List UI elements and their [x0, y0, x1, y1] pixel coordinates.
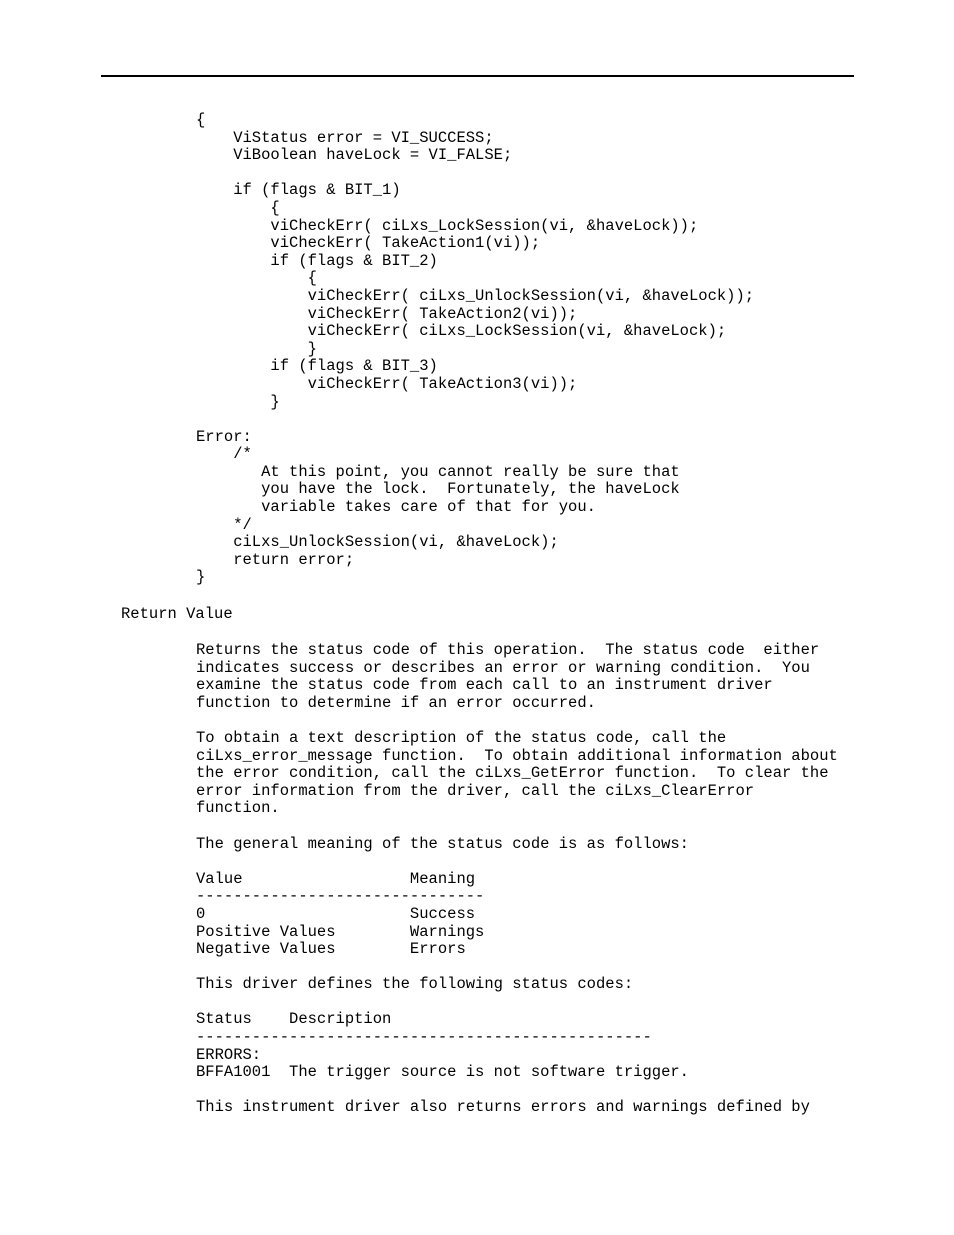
text-line: Negative Values Errors [196, 940, 466, 959]
text-line: ciLxs_UnlockSession(vi, &haveLock); [196, 533, 559, 552]
text-line: */ [196, 515, 252, 534]
text-line: if (flags & BIT_2) [196, 251, 438, 270]
text-line: function. [196, 799, 280, 818]
text-line: indicates success or describes an error or warning condition. You [196, 658, 810, 677]
text-line: { [196, 198, 280, 217]
text-line: function to determine if an error occurred. [196, 693, 596, 712]
text-line: ------------------------------------------------- [196, 1028, 652, 1047]
text-line: viCheckErr( ciLxs_UnlockSession(vi, &haveLock)); [196, 286, 755, 305]
text-line: At this point, you cannot really be sure that [196, 462, 680, 481]
text-line: } [196, 568, 206, 587]
text-line: viCheckErr( TakeAction1(vi)); [196, 234, 541, 253]
text-line: return error; [196, 550, 355, 569]
text-line: To obtain a text description of the status code, call the [196, 728, 727, 747]
text-line: viCheckErr( ciLxs_LockSession(vi, &haveLock)); [196, 216, 699, 235]
text-line: variable takes care of that for you. [196, 498, 596, 517]
text-line: This instrument driver also returns errors and warnings defined by [196, 1098, 810, 1117]
text-line: The general meaning of the status code is as follows: [196, 834, 689, 853]
text-line: ------------------------------- [196, 887, 485, 906]
text-line: ViStatus error = VI_SUCCESS; [196, 128, 494, 147]
text-line: Returns the status code of this operation. The status code either [196, 641, 820, 659]
text-line: the error condition, call the ciLxs_GetError function. To clear the [196, 764, 829, 783]
text-line: This driver defines the following status codes: [196, 975, 634, 994]
text-line: you have the lock. Fortunately, the haveLock [196, 480, 680, 499]
text-line: { [196, 269, 317, 288]
text-line: /* [196, 445, 252, 464]
text-line: error information from the driver, call the ciLxs_ClearError [196, 781, 755, 800]
text-line: } [196, 392, 280, 411]
text-line: viCheckErr( TakeAction2(vi)); [196, 304, 578, 323]
text-line: viCheckErr( TakeAction3(vi)); [196, 374, 578, 393]
code-example [196, 112, 754, 587]
text-line: } [196, 339, 317, 358]
text-line: 0 Success [196, 904, 476, 923]
text-line: if (flags & BIT_3) [196, 357, 438, 376]
text-line: Value Meaning [196, 869, 476, 888]
text-line: BFFA1001 The trigger source is not software trigger. [196, 1063, 689, 1082]
return-value-body [196, 642, 838, 1117]
text-line: ViBoolean haveLock = VI_FALSE; [196, 146, 513, 165]
header-rule [101, 75, 854, 77]
text-line: { [196, 111, 206, 129]
text-line: ERRORS: [196, 1045, 262, 1064]
text-line: ciLxs_error_message function. To obtain additional information about [196, 746, 838, 765]
text-line: Positive Values Warnings [196, 922, 485, 941]
text-line: examine the status code from each call to an instrument driver [196, 676, 773, 695]
text-line: Error: [196, 427, 252, 446]
text-line: Status Description [196, 1010, 392, 1029]
text-line: if (flags & BIT_1) [196, 181, 401, 200]
return-value-heading: Return Value [121, 605, 233, 623]
text-line: viCheckErr( ciLxs_LockSession(vi, &haveLock); [196, 322, 727, 341]
